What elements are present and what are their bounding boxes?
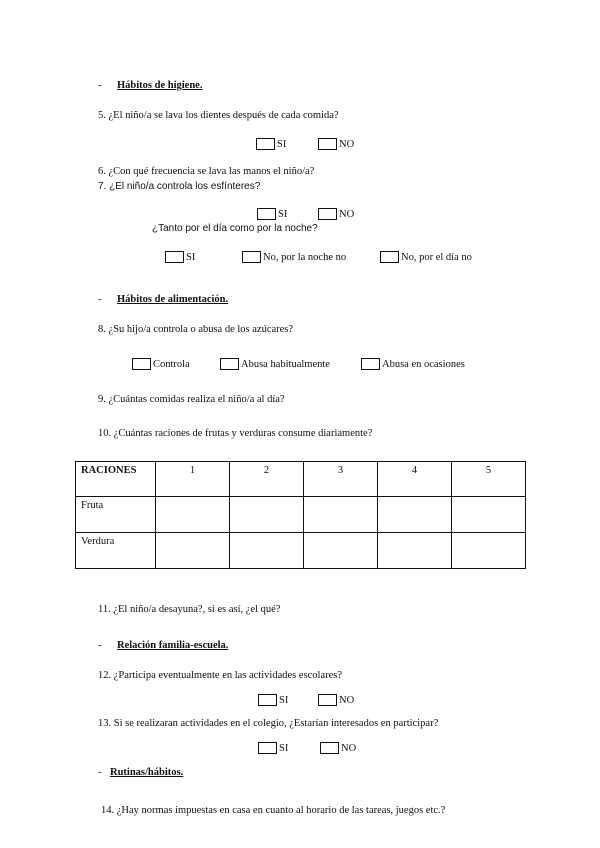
section-bullet: - [98, 80, 102, 91]
q7-option-si[interactable] [257, 208, 287, 220]
checkbox[interactable] [257, 208, 276, 220]
table-cell[interactable] [452, 533, 526, 569]
q12-option-si[interactable] [258, 694, 288, 706]
question-7: 7. ¿El niño/a controla los esfínteres? [98, 181, 261, 192]
option-label: No, por el día no [401, 251, 472, 263]
checkbox[interactable] [132, 358, 151, 370]
option-label: Abusa en ocasiones [382, 358, 465, 370]
option-label: SI [279, 742, 289, 754]
option-label: Abusa habitualmente [241, 358, 330, 370]
section-heading-rutinas: Rutinas/hábitos. [110, 767, 184, 778]
section-heading-alimentacion: Hábitos de alimentación. [117, 294, 229, 305]
table-header-cell: 1 [156, 462, 230, 497]
q5-option-no[interactable] [318, 138, 354, 150]
q7-sub-option-si[interactable] [165, 251, 195, 263]
option-label: SI [277, 138, 287, 150]
q12-option-no[interactable] [318, 694, 354, 706]
section-heading-higiene: Hábitos de higiene. [117, 80, 203, 91]
table-cell[interactable] [304, 497, 378, 533]
checkbox[interactable] [380, 251, 399, 263]
question-5: 5. ¿El niño/a se lava los dientes después de cada comida? [98, 110, 339, 121]
checkbox[interactable] [242, 251, 261, 263]
q13-option-no[interactable] [320, 742, 356, 754]
section-bullet: - [98, 767, 102, 778]
q7-sub-option-dia[interactable] [380, 251, 472, 263]
table-row-label: Fruta [76, 497, 156, 533]
question-9: 9. ¿Cuántas comidas realiza el niño/a al día? [98, 394, 285, 405]
section-heading-familia-escuela: Relación familia-escuela. [117, 640, 229, 651]
checkbox[interactable] [361, 358, 380, 370]
checkbox[interactable] [318, 208, 337, 220]
checkbox[interactable] [258, 694, 277, 706]
section-bullet: - [98, 294, 102, 305]
table-cell[interactable] [230, 533, 304, 569]
table-cell[interactable] [378, 533, 452, 569]
option-label: NO [339, 208, 355, 220]
option-label: Controla [153, 358, 190, 370]
q8-option-habitualmente[interactable] [220, 358, 330, 370]
table-header-cell: RACIONES [76, 462, 156, 497]
option-label: SI [278, 208, 288, 220]
checkbox[interactable] [165, 251, 184, 263]
question-8: 8. ¿Su hijo/a controla o abusa de los azúcares? [98, 324, 294, 335]
option-label: SI [186, 251, 196, 263]
table-row-label: Verdura [76, 533, 156, 569]
option-label: No, por la noche no [263, 251, 347, 263]
table-row [76, 497, 526, 533]
question-10: 10. ¿Cuántas raciones de frutas y verduras consume diariamente? [98, 428, 373, 439]
q7-option-no[interactable] [318, 208, 354, 220]
q8-option-ocasiones[interactable] [361, 358, 465, 370]
table-header-row [76, 462, 526, 497]
table-header-cell: 5 [452, 462, 526, 497]
table-header-cell: 3 [304, 462, 378, 497]
rations-table [75, 461, 526, 569]
question-11: 11. ¿El niño/a desayuna?, si es así, ¿el qué? [98, 604, 281, 615]
question-14: 14. ¿Hay normas impuestas en casa en cuanto al horario de las tareas, juegos etc.? [101, 805, 446, 816]
q8-option-controla[interactable] [132, 358, 190, 370]
table-cell[interactable] [378, 497, 452, 533]
checkbox[interactable] [256, 138, 275, 150]
checkbox[interactable] [320, 742, 339, 754]
table-cell[interactable] [156, 497, 230, 533]
checkbox[interactable] [220, 358, 239, 370]
question-12: 12. ¿Participa eventualmente en las actividades escolares? [98, 670, 343, 681]
option-label: NO [339, 694, 355, 706]
option-label: NO [341, 742, 357, 754]
question-7-sub: ¿Tanto por el día como por la noche? [152, 223, 318, 234]
table-row [76, 533, 526, 569]
table-header-cell: 4 [378, 462, 452, 497]
section-bullet: - [98, 640, 102, 651]
table-cell[interactable] [230, 497, 304, 533]
question-6: 6. ¿Con qué frecuencia se lava las manos el niño/a? [98, 166, 315, 177]
table-cell[interactable] [452, 497, 526, 533]
table-header-cell: 2 [230, 462, 304, 497]
q13-option-si[interactable] [258, 742, 288, 754]
q7-sub-option-noche[interactable] [242, 251, 346, 263]
option-label: NO [339, 138, 355, 150]
checkbox[interactable] [318, 138, 337, 150]
table-cell[interactable] [304, 533, 378, 569]
option-label: SI [279, 694, 289, 706]
table-cell[interactable] [156, 533, 230, 569]
q5-option-si[interactable] [256, 138, 286, 150]
question-13: 13. Si se realizaran actividades en el colegio, ¿Estarían interesados en participar? [98, 718, 439, 729]
checkbox[interactable] [258, 742, 277, 754]
checkbox[interactable] [318, 694, 337, 706]
